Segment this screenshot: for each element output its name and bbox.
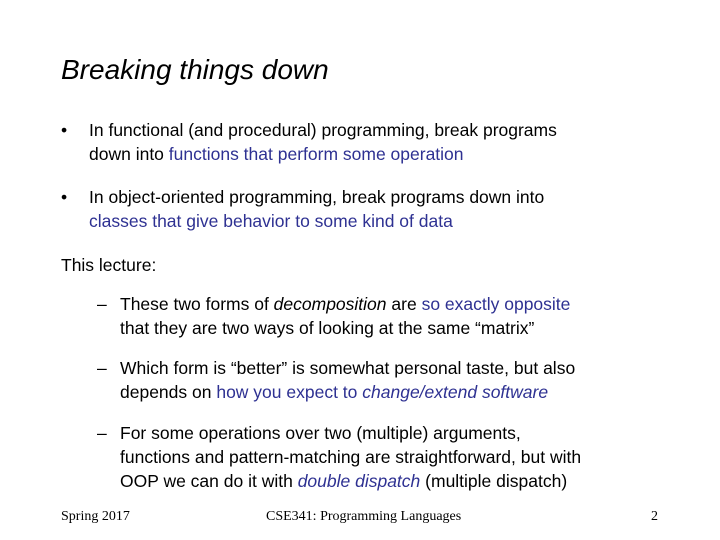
text-plain: (multiple dispatch) — [420, 471, 568, 491]
sub-line: For some operations over two (multiple) arguments, — [120, 423, 521, 443]
highlight-expect: how you expect to — [216, 382, 363, 402]
footer-date: Spring 2017 — [61, 509, 130, 524]
emphasis-decomposition: decomposition — [273, 294, 387, 314]
bullet-text-plain: down into — [89, 144, 169, 164]
highlight-classes: classes that give behavior to some kind of data — [89, 211, 453, 231]
highlight-functions: functions that perform some operation — [168, 144, 464, 164]
sub-line: that they are two ways of looking at the same “matrix” — [120, 318, 535, 338]
text-plain: OOP we can do it with — [120, 471, 298, 491]
sub-line — [120, 380, 660, 404]
footer-course: CSE341: Programming Languages — [266, 509, 462, 524]
text-plain: depends on — [120, 382, 217, 402]
highlight-opposite: so exactly opposite — [421, 294, 571, 314]
sub-line — [120, 469, 660, 493]
highlight-change-extend: change/extend software — [362, 382, 549, 402]
bullet-marker: • — [61, 120, 68, 140]
text-plain: are — [386, 294, 422, 314]
sub-line: Which form is “better” is somewhat personal taste, but also — [120, 358, 576, 378]
bullet-line — [89, 142, 669, 166]
highlight-double-dispatch: double dispatch — [297, 471, 421, 491]
bullet-marker: • — [61, 187, 68, 207]
sub-line: functions and pattern-matching are straightforward, but with — [120, 447, 582, 467]
sub-bullet-text — [120, 356, 660, 404]
lecture-label: This lecture: — [61, 255, 157, 275]
bullet-text — [89, 118, 669, 166]
sub-bullet-text — [120, 292, 660, 340]
text-plain: These two forms of — [120, 294, 274, 314]
sub-line — [120, 292, 660, 316]
slide-title: Breaking things down — [61, 54, 329, 85]
sub-bullet-text — [120, 421, 660, 493]
bullet-line: In object-oriented programming, break programs down into — [89, 187, 545, 207]
dash-marker: – — [97, 423, 107, 443]
dash-marker: – — [97, 294, 107, 314]
bullet-text — [89, 185, 669, 233]
page-number: 2 — [651, 509, 658, 524]
bullet-line: In functional (and procedural) programming, break programs — [89, 120, 557, 140]
dash-marker: – — [97, 358, 107, 378]
